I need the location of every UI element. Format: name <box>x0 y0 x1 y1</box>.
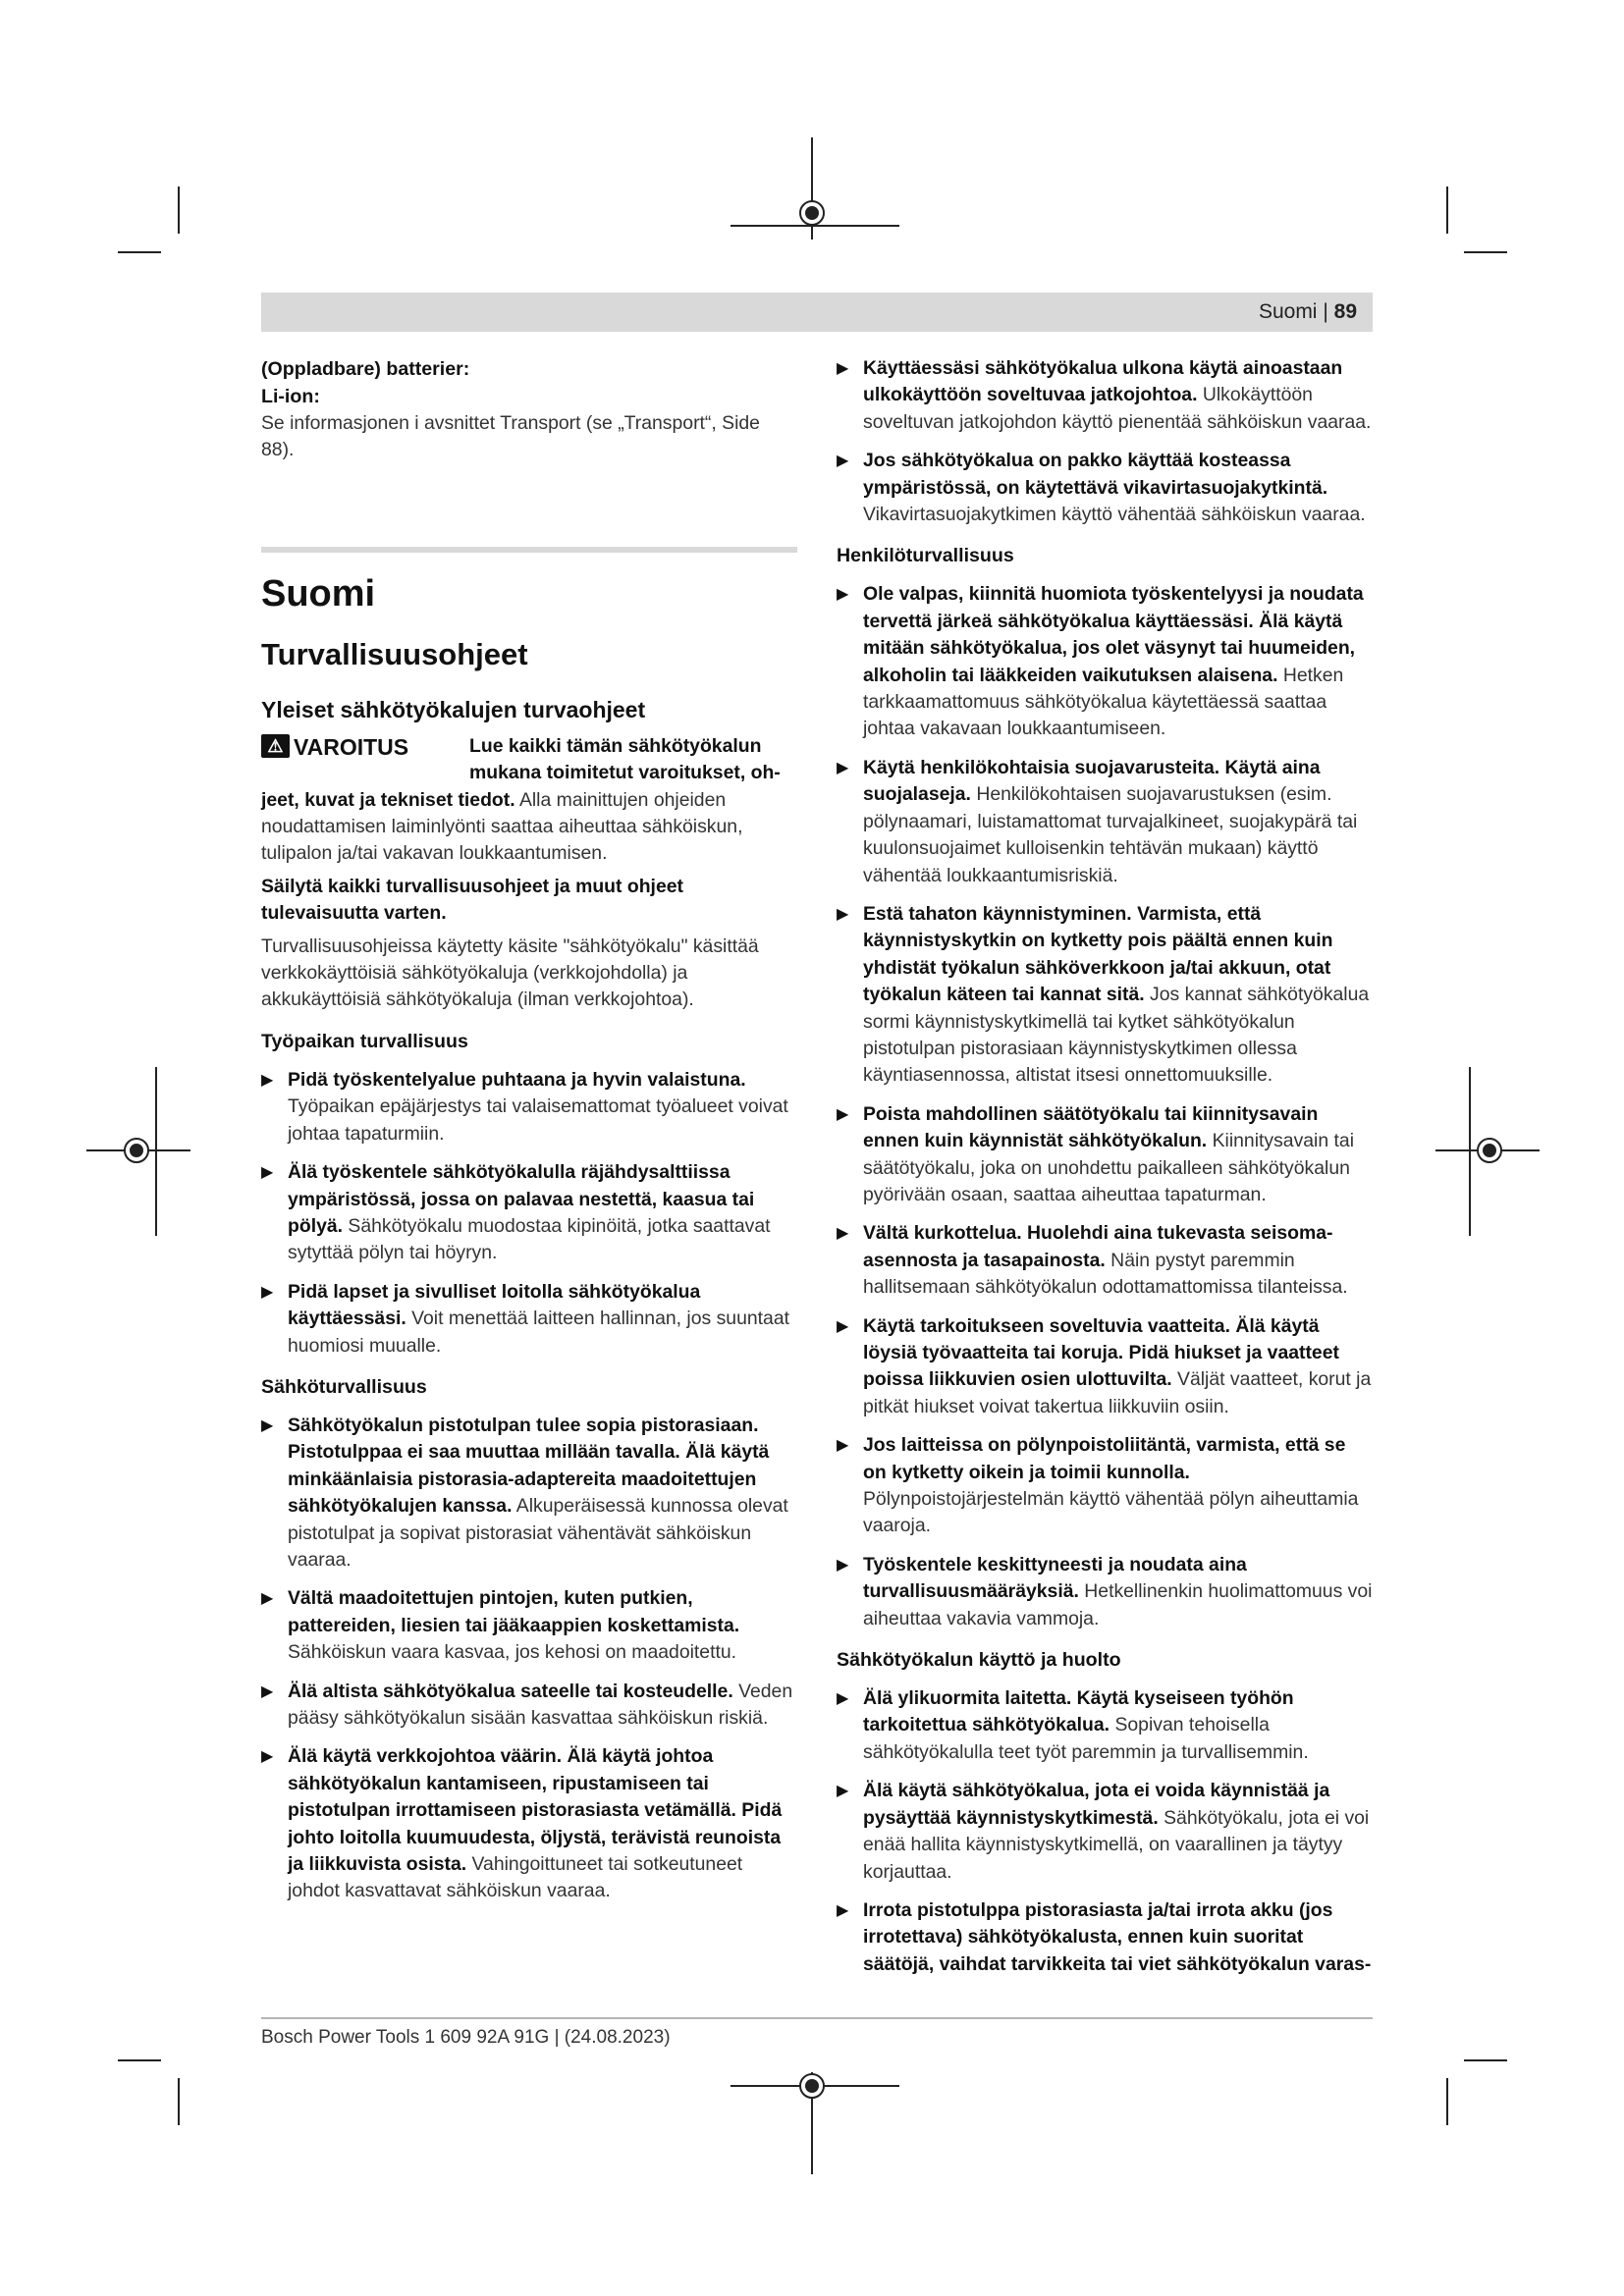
item-text: Vikavirtasuojakytkimen käyttö vähentää sähköiskun vaaraa. <box>863 504 1366 526</box>
crop-mark <box>1464 251 1507 253</box>
list-item <box>261 1413 797 1574</box>
bullet-arrow-icon: ▶ <box>261 1748 274 1766</box>
item-bold: Irrota pistotulppa pistorasiasta ja/tai irrota akku (jos irrotettava) sähkötyökalusta, ennen kuin suoritat säätöjä, vaihdat tarvikkeita tai viet sähkötyökalun varas- <box>863 1898 1372 1975</box>
crop-mark <box>178 187 180 234</box>
crop-mark <box>1464 2059 1507 2061</box>
item-bold: Käyttäessäsi sähkötyökalua ulkona käytä ainoastaan ulkokäyttöön soveltuvaa jatkojohtoa. <box>863 357 1343 406</box>
item-text: Sähkötyökalu muodostaa kipinöitä, jotka saattavat sytyttää pölyn tai höyryn. <box>288 1214 771 1264</box>
bullet-arrow-icon: ▶ <box>837 1317 849 1335</box>
item-bold: Älä käytä sähkötyökalua, jota ei voida käynnistää ja pysäyttää käynnistyskytkimestä. <box>863 1780 1330 1829</box>
bullet-arrow-icon: ▶ <box>837 905 849 923</box>
bullet-arrow-icon: ▶ <box>261 1164 274 1182</box>
item-text: Sähköiskun vaara kasvaa, jos kehosi on maadoitettu. <box>288 1641 737 1664</box>
item-bold: Sähkötyökalun pistotulpan tulee sopia pistorasiaan. Pistotulppaa ei saa muuttaa millään tavalla. Älä käytä minkäänlaisia pistorasia-adaptereita maadoitettujen sähkötyökalujen kanssa. <box>288 1414 770 1518</box>
bullet-arrow-icon: ▶ <box>261 1590 274 1608</box>
use-and-care-heading: Sähkötyökalun käyttö ja huolto <box>837 1649 1121 1672</box>
item-bold: Käytä tarkoitukseen soveltuvia vaatteita. Älä käytä löysiä työvaatteita tai koruja. Pidä hiukset ja vaatteet poissa liikkuvien osien ulottuvilta. <box>863 1314 1339 1391</box>
warning-label-box <box>261 733 469 787</box>
page-header <box>261 293 1373 332</box>
item-text: Näin pystyt paremmin hallitsemaan sähkötyökalun odottamattomissa tilanteissa. <box>863 1249 1348 1299</box>
header-label <box>1259 300 1357 324</box>
item-text: Väljät vaatteet, korut ja pitkät hiukset voivat takertua liikkuviin osiin. <box>863 1368 1372 1417</box>
list-item <box>837 755 1373 889</box>
item-text: Sähkötyökalu, jota ei voi enää hallita käynnistyskytkimellä, on vaarallinen ja täytyy korjauttaa. <box>863 1806 1370 1883</box>
section-title: Suomi <box>261 572 376 614</box>
item-bold: Vältä maadoitettujen pintojen, kuten putkien, pattereiden, liesien tai jääkaappien koskettamista. <box>288 1587 740 1636</box>
chapter-title: Turvallisuusohjeet <box>261 636 528 671</box>
item-bold: Jos laitteissa on pölynpoistoliitäntä, varmista, että se on kytketty oikein ja toimii kunnolla. <box>863 1434 1346 1483</box>
list-item <box>261 1585 797 1666</box>
bullet-arrow-icon: ▶ <box>837 1783 849 1800</box>
registration-line <box>155 1067 157 1236</box>
item-text: Sopivan tehoisella sähkötyökalulla teet työt paremmin ja turvallisemmin. <box>863 1714 1309 1763</box>
list-item <box>837 355 1373 436</box>
bullet-arrow-icon: ▶ <box>261 1416 274 1434</box>
warning-headline: Lue kaikki tämän sähkötyökalun mukana toimitetut varoitukset, oh- <box>469 734 781 784</box>
warning-triangle-icon: ⚠ <box>261 734 290 758</box>
item-text: Voit menettää laitteen hallinnan, jos suuntaat huomiosi muualle. <box>288 1308 789 1357</box>
item-bold: Poista mahdollinen säätötyökalu tai kiinnitysavain ennen kuin käynnistät sähkötyökalun. <box>863 1102 1319 1152</box>
crop-mark <box>1446 2078 1448 2125</box>
warning-block <box>261 733 797 787</box>
warning-bold-continuation: jeet, kuvat ja tekniset tiedot. <box>261 788 515 811</box>
bullet-arrow-icon: ▶ <box>837 586 849 604</box>
item-text: Vahingoittuneet tai sotkeutuneet johdot kasvattavat sähköiskun vaaraa. <box>288 1853 743 1902</box>
list-item <box>837 1313 1373 1421</box>
header-separator: | <box>1323 300 1328 323</box>
footer-divider <box>261 2017 1373 2019</box>
bullet-arrow-icon: ▶ <box>837 453 849 470</box>
bullet-arrow-icon: ▶ <box>261 1071 274 1089</box>
registration-mark-icon <box>799 2073 825 2099</box>
item-text: Hetkellinenkin huolimattomuus voi aiheuttaa vakavia vammoja. <box>863 1580 1373 1629</box>
bullet-arrow-icon: ▶ <box>837 1556 849 1574</box>
bullet-arrow-icon: ▶ <box>261 1682 274 1700</box>
item-bold: Työskentele keskittyneesti ja noudata aina turvallisuusmääräyksiä. <box>863 1553 1247 1603</box>
registration-line <box>1469 1067 1471 1236</box>
list-item <box>837 1220 1373 1301</box>
item-text: Työpaikan epäjärjestys tai valaisemattomat työalueet voivat johtaa tapaturmiin. <box>288 1095 788 1145</box>
item-text: Ulkokäyttöön soveltuvan jatkojohdon käyttö pienentää sähköiskun vaaraa. <box>863 384 1372 433</box>
item-bold: Pidä lapset ja sivulliset loitolla sähkötyökalua käyttäessäsi. <box>288 1280 701 1330</box>
li-ion-heading: Li-ion: <box>261 386 320 407</box>
registration-mark-icon <box>1477 1138 1502 1163</box>
page-footer: Bosch Power Tools 1 609 92A 91G | (24.08.2023) <box>261 2027 671 2048</box>
section-divider <box>261 547 797 553</box>
item-text: Henkilökohtaisen suojavarustuksen (esim. pölynaamari, luistamattomat turvajalkineet, suojakypärä tai kuulonsuojaimet kulloisenkin tehtävän mukaan) käyttö vähentää loukkaantumisriskiä. <box>863 783 1358 886</box>
list-item <box>837 1101 1373 1209</box>
warning-text <box>261 787 797 868</box>
header-language: Suomi <box>1258 300 1318 323</box>
personal-safety-heading: Henkilöturvallisuus <box>837 545 1014 567</box>
crop-mark <box>1446 187 1448 234</box>
item-text: Veden pääsy sähkötyökalun sisään kasvattaa sähköiskun riskiä. <box>288 1680 793 1729</box>
warning-body: Alla mainittujen ohjeiden noudattamisen laiminlyönti saattaa aiheuttaa sähköiskun, tulipalon ja/tai vakavan loukkaantumisen. <box>261 788 743 865</box>
item-bold: Estä tahaton käynnistyminen. Varmista, että käynnistyskytkin on kytketty pois päältä ennen kuin yhdistät työkalun sähköverkkoon ja/tai akkuun, otat työkalun käteen tai kannat sitä. <box>863 902 1333 1006</box>
warning-label: VAROITUS <box>294 733 409 760</box>
bullet-arrow-icon: ▶ <box>837 1105 849 1123</box>
bullet-arrow-icon: ▶ <box>837 1690 849 1708</box>
subchapter-title: Yleiset sähkötyökalujen turvaohjeet <box>261 696 646 722</box>
workplace-safety-heading: Työpaikan turvallisuus <box>261 1030 468 1052</box>
bullet-arrow-icon: ▶ <box>837 1437 849 1455</box>
list-item <box>261 1279 797 1360</box>
item-text: Jos kannat sähkötyökalua sormi käynnistyskytkimellä tai kytket sähkötyökalun pistotulpan pistorasiaan käynnistyskytkimen ollessa käyntiasennossa, altistat itsesi onnettomuuksille. <box>863 984 1370 1087</box>
item-bold: Pidä työskentelyalue puhtaana ja hyvin valaistuna. <box>288 1068 746 1091</box>
item-bold: Käytä henkilökohtaisia suojavarusteita. Käytä aina suojalaseja. <box>863 756 1321 806</box>
registration-mark-icon <box>799 200 825 226</box>
list-item <box>261 1743 797 1904</box>
list-item <box>837 448 1373 528</box>
list-item <box>261 1679 797 1733</box>
power-tool-definition: Turvallisuusohjeissa käytetty käsite "sähkötyökalu" käsittää verkkokäyttöisiä sähkötyökaluja (verkkojohdolla) ja akkukäyttöisiä sähkötyökaluja (ilman verkkojohtoa). <box>261 934 759 1011</box>
crop-mark <box>118 2059 161 2061</box>
left-column <box>261 355 797 1905</box>
list-item <box>837 581 1373 742</box>
crop-mark <box>118 251 161 253</box>
bullet-arrow-icon: ▶ <box>837 759 849 776</box>
electrical-safety-heading: Sähköturvallisuus <box>261 1375 427 1398</box>
list-item <box>261 1067 797 1148</box>
item-bold: Ole valpas, kiinnitä huomiota työskentelyysi ja noudata tervettä järkeä sähkötyökalua käyttäessäsi. Älä käytä mitään sähkötyökalua, jos olet väsynyt tai huumeiden, alkoholin tai lääkkeiden vaikutuksen alaisena. <box>863 583 1364 686</box>
bullet-arrow-icon: ▶ <box>837 1901 849 1919</box>
bullet-arrow-icon: ▶ <box>261 1283 274 1301</box>
item-text: Kiinnitysavain tai säätötyökalu, joka on unohdettu paikalleen sähkötyökalun pyörivään osaan, saattaa aiheuttaa tapaturman. <box>863 1130 1355 1205</box>
list-item <box>837 901 1373 1090</box>
item-bold: Älä altista sähkötyökalua sateelle tai kosteudelle. <box>288 1680 733 1702</box>
item-text: Alkuperäisessä kunnossa olevat pistotulpat ja sopivat pistorasiat vähentävät sähköiskun vaaraa. <box>288 1495 788 1571</box>
list-item <box>261 1159 797 1267</box>
list-item <box>837 1897 1373 1978</box>
page-number: 89 <box>1333 300 1357 323</box>
item-bold: Vältä kurkottelua. Huolehdi aina tukevasta seisoma-asennosta ja tasapainosta. <box>863 1222 1333 1271</box>
item-text: Hetken tarkkaamattomuus sähkötyökalua käytettäessä saattaa johtaa vakavaan loukkaantumiseen. <box>863 664 1344 740</box>
item-text: Pölynpoistojärjestelmän käyttö vähentää pölyn aiheuttamia vaaroja. <box>863 1488 1359 1537</box>
transport-reference: Se informasjonen i avsnittet Transport (se „Transport“, Side 88). <box>261 412 760 461</box>
item-bold: Jos sähkötyökalua on pakko käyttää kosteassa ympäristössä, on käytettävä vikavirtasuojakytkintä. <box>863 450 1328 499</box>
list-item <box>837 1432 1373 1540</box>
item-bold: Älä ylikuormita laitetta. Käytä kyseiseen työhön tarkoitettua sähkötyökalua. <box>863 1687 1294 1736</box>
registration-mark-icon <box>124 1138 149 1163</box>
list-item <box>837 1778 1373 1886</box>
list-item <box>837 1685 1373 1766</box>
item-bold: Älä työskentele sähkötyökalulla räjähdysalttiissa ympäristössä, jossa on palavaa nestettä, kaasua tai pölyä. <box>288 1161 755 1237</box>
bullet-arrow-icon: ▶ <box>837 360 849 377</box>
item-bold: Älä käytä verkkojohtoa väärin. Älä käytä johtoa sähkötyökalun kantamiseen, ripustamiseen tai pistotulpan irrottamiseen pistorasiasta vetämällä. Pidä johto loitolla kuumuudesta, öljystä, terävistä reunoista ja liikkuvista osista. <box>288 1745 783 1876</box>
list-item <box>837 1552 1373 1632</box>
keep-instructions: Säilytä kaikki turvallisuusohjeet ja muut ohjeet tulevaisuutta varten. <box>261 875 683 925</box>
battery-heading: (Oppladbare) batterier: <box>261 358 470 380</box>
right-column <box>837 355 1373 1978</box>
bullet-arrow-icon: ▶ <box>837 1225 849 1243</box>
crop-mark <box>178 2078 180 2125</box>
